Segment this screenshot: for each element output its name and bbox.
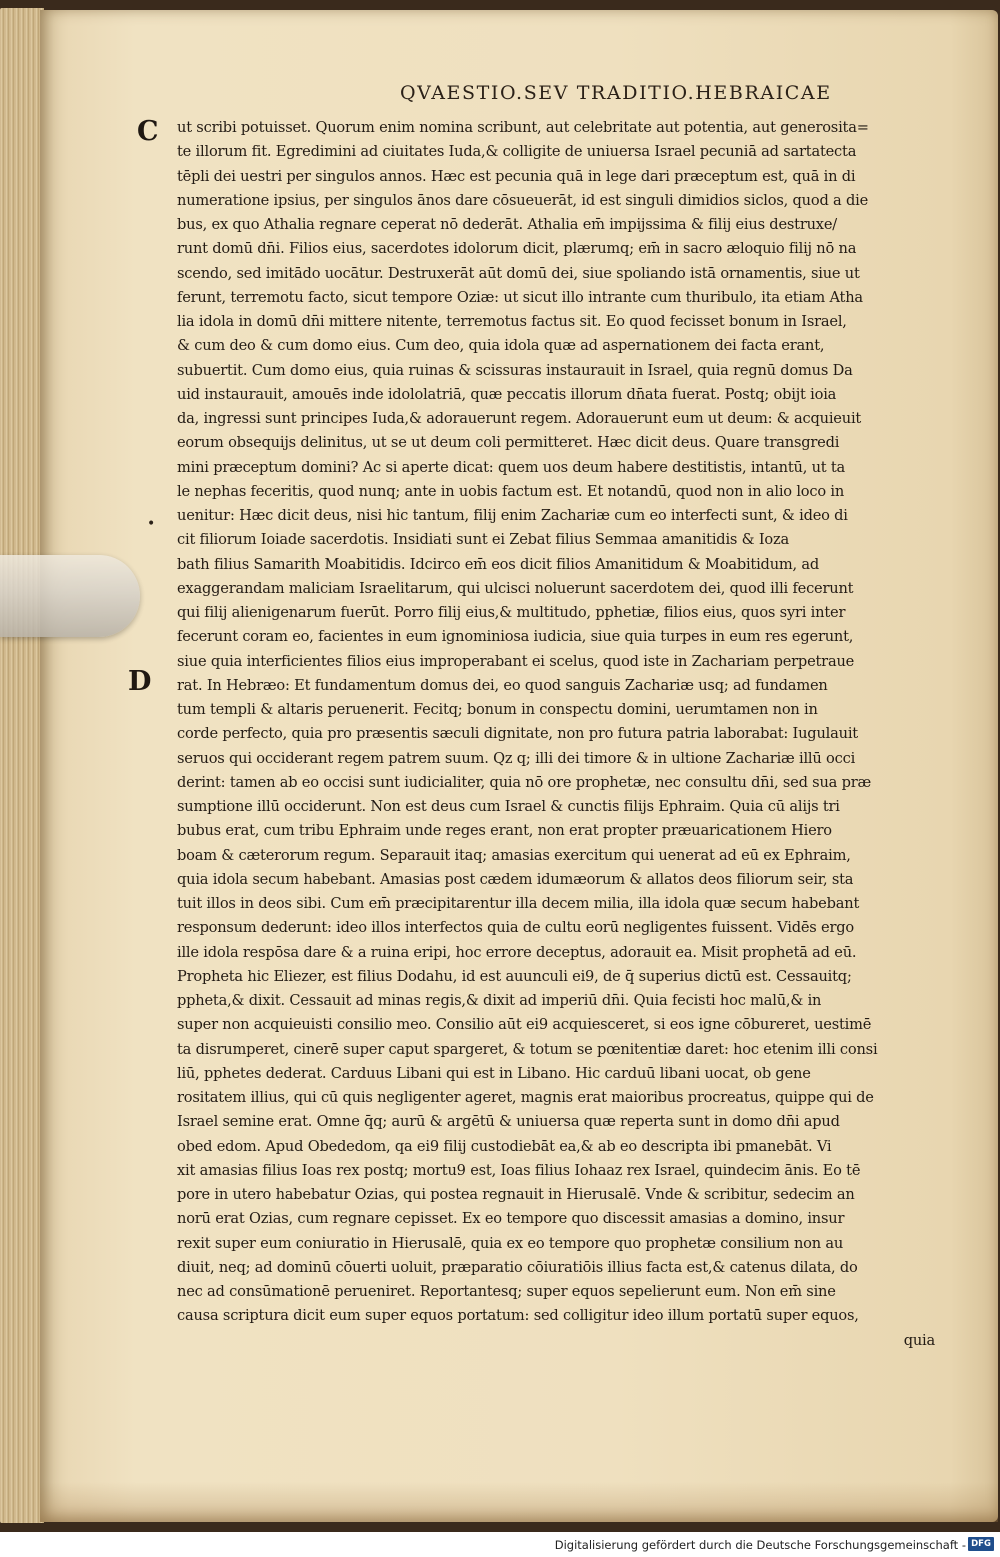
- body-text: [177, 116, 937, 1353]
- text-line: ut scribi potuisset. Quorum enim nomina scribunt, aut celebritate aut potentia, aut generosita=: [177, 119, 869, 136]
- digitization-credit: Digitalisierung gefördert durch die Deutsche Forschungsgemeinschaft -: [554, 1538, 966, 1552]
- text-line: ppheta,& dixit. Cessauit ad minas regis,& dixit ad imperiū dn̄i. Quia fecisti hoc malū,& in: [177, 992, 822, 1009]
- running-head: QVAESTIO.SEV TRADITIO.HEBRAICAE: [400, 82, 832, 104]
- text-line: rositatem illius, qui cū quis negligenter ageret, magnis erat maioribus procreatus, quippe qui de: [177, 1089, 874, 1106]
- text-line: te illorum fit. Egredimini ad ciuitates Iuda,& colligite de uniuersa Israel pecuniā ad sartatecta: [177, 143, 857, 161]
- text-line: sumptione illū occiderunt. Non est deus cum Israel & cunctis filijs Ephraim. Quia cū alijs tri: [177, 798, 840, 815]
- text-line: quia idola secum habebant. Amasias post cædem idumæorum & allatos deos filiorum seir, sta: [177, 870, 854, 888]
- text-line: obed edom. Apud Obededom, qa ei9 filij custodiebāt ea,& ab eo descripta ibi pmanebāt. Vi: [177, 1137, 832, 1155]
- text-line: xit amasias filius Ioas rex postq; mortu9 est, Ioas filius Iohaaz rex Israel, quindecim ānis. Eo tē: [177, 1161, 861, 1179]
- text-line: diuit, neq; ad dominū cōuerti uoluit, præparatio cōiuratiōis illius facta est,& catenus dilata, do: [177, 1258, 858, 1276]
- text-line: liū, pphetes dederat. Carduus Libani qui est in Libano. Hic carduū libani uocat, ob gene: [177, 1064, 811, 1082]
- text-line: seruos qui occiderant regem patrem suum. Qz q; illi dei timore & in ultione Zachariæ illū occi: [177, 749, 856, 767]
- text-line: nec ad consūmationē perueniret. Reportantesq; super equos sepelierunt eum. Non em̄ sine: [177, 1283, 836, 1300]
- text-line: rat. In Hebræo: Et fundamentum domus dei, eo quod sanguis Zachariæ usq; ad fundamen: [177, 676, 828, 694]
- text-line: cit filiorum Ioiade sacerdotis. Insidiati sunt ei Zebat filius Semmaa amanitidis & Ioza: [177, 531, 790, 549]
- text-line: responsum dederunt: ideo illos interfectos quia de cultu eorū negligentes fuissent. Vidēs ergo: [177, 919, 854, 937]
- text-line: le nephas feceritis, quod nunq; ante in uobis factum est. Et notandū, quod non in alio loco in: [177, 482, 845, 500]
- page-clip: [0, 555, 140, 637]
- text-line: ta disrumperet, cinerē super caput spargeret, & totum se pœnitentiæ daret: hoc etenim illi consi: [177, 1040, 878, 1058]
- text-line: fecerunt coram eo, facientes in eum ignominiosa iudicia, siue quia turpes in eum res egerunt,: [177, 628, 854, 646]
- text-line: bubus erat, cum tribu Ephraim unde reges erant, non erat propter præuaricationem Hiero: [177, 822, 832, 840]
- text-line: tēpli dei uestri per singulos annos. Hæc est pecunia quā in lege dari præceptum est, quā in di: [177, 167, 856, 185]
- text-line: bus, ex quo Athalia regnare ceperat nō dederāt. Athalia em̄ impijssima & filij eius destruxe/: [177, 216, 837, 233]
- text-line: da, ingressi sunt principes Iuda,& adorauerunt regem. Adorauerunt eum ut deum: & acquieuit: [177, 410, 862, 427]
- text-line: & cum deo & cum domo eius. Cum deo, quia idola quæ ad aspernationem dei facta erant,: [177, 337, 825, 355]
- text-line: scendo, sed imitādo uocātur. Destruxerāt aūt domū dei, siue spoliando istā ornamentis, siue ut: [177, 264, 860, 282]
- text-line: corde perfecto, quia pro præsentis sæculi dignitate, non pro futura patria laborabat: Iugulauit: [177, 725, 858, 743]
- text-line: norū erat Ozias, cum regnare cepisset. Ex eo tempore quo discessit amasias a domino, insur: [177, 1210, 845, 1228]
- text-line: ferunt, terremotu facto, sicut tempore Oziæ: ut sicut illo intrante cum thuribulo, ita etiam Atha: [177, 288, 863, 306]
- text-line: uenitur: Hæc dicit deus, nisi hic tantum, filij enim Zachariæ cum eo interfecti sunt, & ideo di: [177, 507, 848, 524]
- dfg-logo: DFG: [968, 1537, 994, 1551]
- section-mark-c: C: [137, 116, 159, 147]
- text-line: boam & cæterorum regum. Separauit itaq; amasias exercitum qui uenerat ad eū ex Ephraim,: [177, 846, 851, 864]
- text-line: runt domū dn̄i. Filios eius, sacerdotes idolorum dicit, plærumq; em̄ in sacro æloquio filij nō na: [177, 240, 857, 258]
- text-line: eorum obsequijs delinitus, ut se ut deum coli permitteret. Hæc dicit deus. Quare transgredi: [177, 434, 840, 452]
- text-line: uid instaurauit, amouēs inde idololatriā, quæ peccatis illorum dn̄ata fuerat. Postq; obijt ioia: [177, 385, 837, 403]
- text-line: subuertit. Cum domo eius, quia ruinas & scissuras instaurauit in Israel, quia regnū domus Da: [177, 361, 853, 379]
- catchword: quia: [903, 1331, 935, 1349]
- text-line: Propheta hic Eliezer, est filius Dodahu, id est auunculi ei9, de q̄ superius dictū est. Cessauitq;: [177, 967, 852, 985]
- text-line: bath filius Samarith Moabitidis. Idcirco em̄ eos dicit filios Amanitidum & Moabitidum, ad: [177, 555, 820, 573]
- text-line: Israel semine erat. Omne q̄q; aurū & argētū & uniuersa quæ reperta sunt in domo dn̄i apud: [177, 1113, 840, 1131]
- text-line: lia idola in domū dn̄i mittere nitente, terremotus factus sit. Eo quod fecisset bonum in Israel,: [177, 313, 847, 330]
- margin-bullet: •: [147, 516, 156, 532]
- text-line: tuit illos in deos sibi. Cum em̄ præcipitarentur illa decem milia, illa idola quæ secum habebant: [177, 895, 860, 912]
- section-mark-d: D: [128, 666, 152, 697]
- text-line: super non acquieuisti consilio meo. Consilio aūt ei9 acquiesceret, si eos igne cōbureret, uestimē: [177, 1016, 872, 1034]
- text-line: causa scriptura dicit eum super equos portatum: sed colligitur ideo illum portatū super equos,: [177, 1307, 859, 1325]
- text-line: siue quia interficientes filios eius improperabant ei scelus, quod iste in Zachariam perpetraue: [177, 652, 855, 670]
- text-line: mini præceptum domini? Ac si aperte dicat: quem uos deum habere destitistis, intantū, ut ta: [177, 458, 846, 476]
- text-line: qui filij alienigenarum fuerūt. Porro filij eius,& multitudo, pphetiæ, filios eius, quos syri inter: [177, 604, 846, 621]
- text-line: ille idola respōsa dare & a ruina eripi, hoc errore deceptus, adorauit ea. Misit prophetā ad eū.: [177, 943, 857, 961]
- text-line: numeratione ipsius, per singulos ānos dare cōsueuerāt, id est singuli dimidios siclos, quod a die: [177, 191, 869, 209]
- text-line: rexit super eum coniuratio in Hierusalē, quia ex eo tempore quo prophetæ consilium non au: [177, 1234, 844, 1252]
- text-line: pore in utero habebatur Ozias, qui postea regnauit in Hierusalē. Vnde & scribitur, sedecim an: [177, 1186, 855, 1203]
- page-bottom-shadow: [40, 1482, 998, 1522]
- book-fore-edge: [0, 8, 44, 1523]
- text-line: exaggerandam maliciam Israelitarum, qui ulcisci noluerunt sacerdotem dei, quod illi fecerunt: [177, 579, 854, 597]
- text-line: tum templi & altaris peruenerit. Fecitq; bonum in conspectu domini, uerumtamen non in: [177, 701, 818, 718]
- text-line: derint: tamen ab eo occisi sunt iudicialiter, quia nō ore prophetæ, nec consultu dn̄i, sed sua præ: [177, 773, 872, 791]
